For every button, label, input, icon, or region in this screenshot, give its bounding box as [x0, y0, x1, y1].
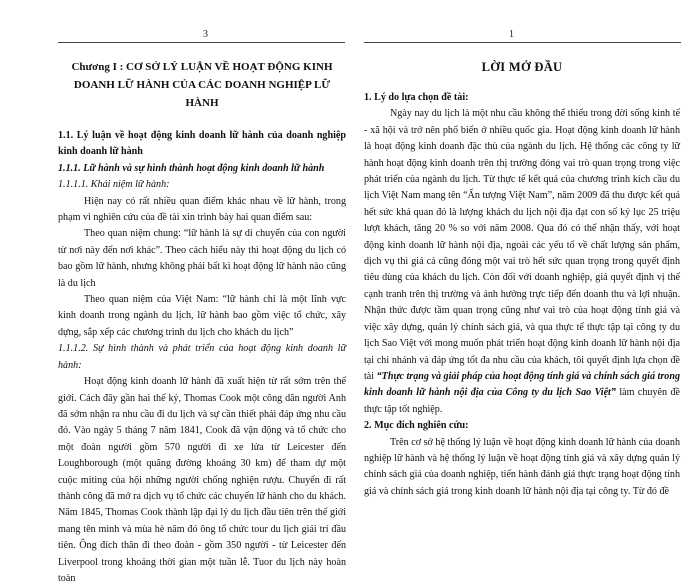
section-heading-2: 2. Mục đích nghiên cứu: [364, 420, 469, 432]
paragraph: Hoạt động kinh doanh lữ hành đã xuất hiện từ rất sớm trên thế giới. Cách đây gần hai thế kỷ, Thomas Cook một công dân người Anh đã sớm nhận ra nhu cầu đi du lịch và sự cần thiết phải đáp ứng nhu cầu đó. Vào ngày 5 tháng 7 năm 1841, Cook đã vận động và tổ chức cho một đoàn người gồm 570 người đi xe lửa từ Leicester đến Loughborough (một quãng đường khoảng 30 km) để tham dự một cuộc miting của hội những người chống nghiện rượu. Chuyến đi rất thành công đã mở ra dịch vụ tổ chức các chuyến lữ hành cho du khách. Năm 1845, Thomas Cook thành lập đại lý du lịch đầu tiên trên thế giới mang tên mình và mùa hè năm đó ông tổ chức tour du lịch giải trí đầu tiên. Ông đích thân đi theo đoàn - gồm 350 người - từ Leicester đến Liverpool trong khoảng thời gian một tuần lễ. Tuor du lịch này hoàn toàn [58, 376, 346, 584]
chapter-title-line-2: DOANH LỮ HÀNH CỦA CÁC DOANH NGHIỆP LỮ HÀNH [73, 79, 331, 109]
right-page [350, 0, 700, 512]
paragraph: Theo quan niệm chung: “lữ hành là sự di chuyển của con người từ nơi này đến nơi khác”. Theo cách hiểu này thì hoạt động du lịch có bao gồm lữ hành, nhưng không phải bất kì hoạt động lữ hành nào cũng là du lịch [58, 228, 346, 289]
paragraph-text-end: làm chuyên đề thực tập tốt nghiệp. [364, 387, 680, 415]
page-number: 1 [509, 29, 514, 40]
chapter-title-line-1: Chương I : CƠ SỞ LÝ LUẬN VỀ HOẠT ĐỘNG KINH [71, 61, 333, 73]
section-heading-1-1: 1.1. Lý luận về hoạt động kinh doanh lữ hành của doanh nghiệp kinh doanh lữ hành [58, 130, 346, 158]
section-heading-1-1-1-2: 1.1.1.2. Sự hình thành và phát triển của hoạt động kinh doanh lữ hành: [58, 343, 346, 371]
paragraph [364, 106, 680, 418]
left-page-content [58, 58, 346, 587]
section-heading-1: 1. Lý do lựa chọn đề tài: [364, 92, 469, 103]
right-page-content [364, 58, 680, 500]
section-heading-1-1-1: 1.1.1. Lữ hành và sự hình thành hoạt động kinh doanh lữ hành [58, 162, 325, 174]
paragraph: Hiện nay có rất nhiều quan điểm khác nhau về lữ hành, trong phạm vi nghiên cứu của đề tài xin trình bày hai quan điểm sau: [58, 195, 346, 224]
header-rule [364, 42, 681, 43]
left-page [0, 0, 350, 584]
header-rule [58, 42, 345, 43]
paragraph-text: Ngày nay du lịch là một nhu cầu không thể thiếu trong đời sống kinh tế - xã hội và trở nên phổ biến ở nhiều quốc gia. Hoạt động kinh doanh lữ hành là hoạt động kinh doanh đặc thù của ngành du lịch. Hệ thống các công ty lữ hành hoạt động kinh doanh trên thị trường đóng vai trò quan trọng trong việc phát triển của ngành du lịch. Từ thực tế kết quả của chương trình kích cầu du lịch Việt Nam mang tên “Ấn tượng Việt Nam”, năm 2009 đã thu được kết quả hết sức khả quan đó là lượng khách du lịch nội địa đạt con số kỷ lục 25 triệu lượt khách, tăng 20 % so với năm 2008. Qua đó có thể nhận thấy, với hoạt động kinh doanh lữ hành nội địa, ngoài các yếu tố về chất lượng sản phẩm, dịch vụ thì giá cả cũng đóng một vai trò hết sức quan trọng trong quyết định tiêu dùng của khách du lịch. Còn đối với doanh nghiệp, giá quyết định vị thế cạnh tranh trên thị trường và ảnh hưởng trực tiếp đến doanh thu và lợi nhuận. Nhận thức được tầm quan trọng cũng như vai trò của hoạt động tính giá và việc xây dựng, quản lý chính sách giá, và qua thực tế thực tập tại công ty du lịch Sao Việt với mong muốn phát triển hoạt động kinh doanh lữ hành nội địa tại chi nhánh và đáp ứng tốt đa nhu cầu của khách, tôi quyết định lựa chọn đề tài [364, 108, 680, 382]
paragraph: Trên cơ sở hệ thống lý luận về hoạt động kinh doanh lữ hành của doanh nghiệp lữ hành và hệ thống lý luận về hoạt động tính giá và xây dựng quản lý chính sách giá của doanh nghiệp, tiến hành đánh giá thực trạng hoạt động tính giá và chính sách giá trong kinh doanh lữ hành nội địa tại công ty. Từ đó đề [364, 436, 680, 497]
page-number: 3 [203, 29, 208, 40]
thesis-title: “Thực trạng và giải pháp của hoạt động tính giá và chính sách giá trong kinh doanh lữ hành nội địa của Công ty du lịch Sao Việt” [364, 370, 680, 399]
page-title: LỜI MỞ ĐẦU [481, 60, 563, 74]
chapter-title [58, 58, 346, 112]
paragraph: Theo quan niệm của Việt Nam: “lữ hành chỉ là một lĩnh vực kinh doanh trong ngành du lịch, lữ hành bao gồm việc tổ chức, xây dựng, sắp xếp các chương trình du lịch cho khách du lịch” [58, 294, 346, 338]
section-heading-1-1-1-1: 1.1.1.1. Khái niệm lữ hành: [58, 179, 170, 191]
